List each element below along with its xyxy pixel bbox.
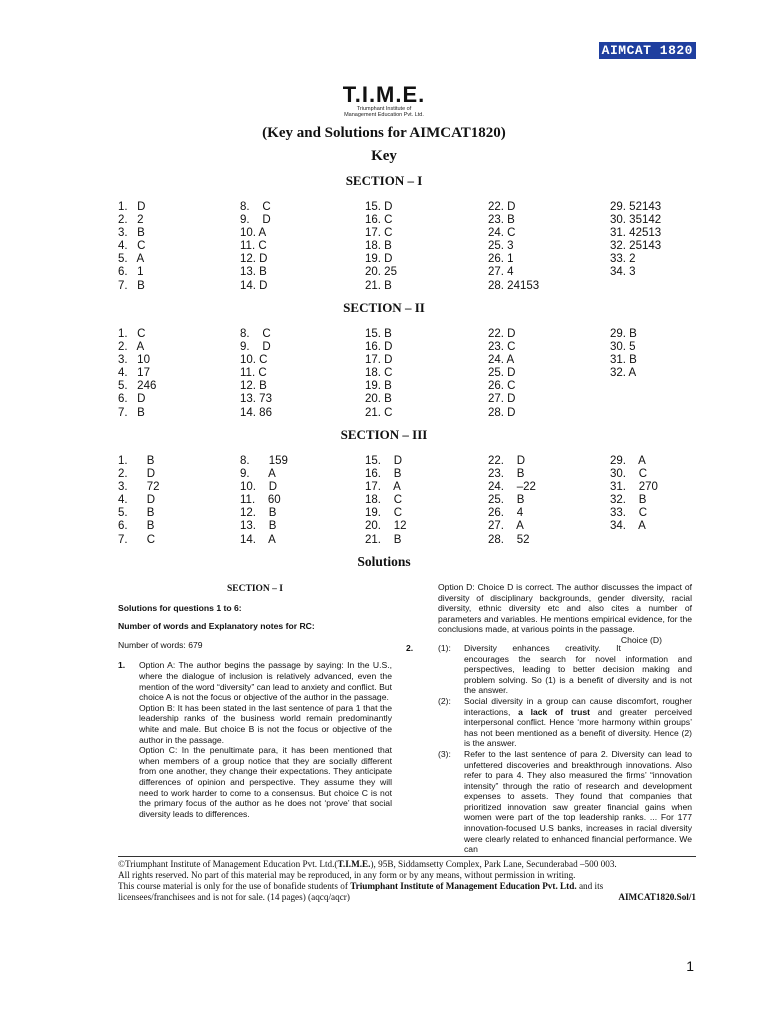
- page-number: 1: [686, 958, 694, 974]
- key-item: 26. C: [488, 380, 516, 393]
- section-3-title: SECTION – III: [340, 427, 428, 442]
- key-heading: Key: [371, 148, 397, 164]
- section-2-title: SECTION – II: [343, 300, 425, 315]
- key-item: 31. 270: [610, 481, 658, 494]
- key-item: 10. D: [240, 481, 278, 494]
- solutions-right-column: [406, 582, 692, 855]
- footer-brand: T.I.M.E.: [337, 859, 371, 869]
- key-item: 32. A: [610, 367, 637, 380]
- footer-text: ), 95B, Siddamsetty Complex, Park Lane, Secunderabad –500 003.: [370, 859, 617, 869]
- logo-subtitle-2: Management Education Pvt. Ltd.: [344, 112, 424, 118]
- key-item: 28. 24153: [488, 279, 540, 292]
- statement-text: Refer to the last sentence of para 2. Diversity can lead to unfettered discoveries and breakthrough innovations. Also refer to para 4. They also measured the firms’ “innovation intensity” through the ratio of research and development expenses to assets. They found that companies that prioritized innovation saw greater financial gains when women were part of the top leadership ranks. ... For 177 innovation-focused U.S banks, increases in racial diversity were clearly related to enhanced financial performance. We can: [464, 748, 692, 855]
- key-item: 1. C: [118, 328, 146, 340]
- question-number: 1.: [118, 660, 126, 671]
- key-item: 23. C: [488, 341, 516, 354]
- key-item: 14. 86: [240, 406, 272, 419]
- key-item: 2. 2: [118, 214, 144, 227]
- key-item: 13. B: [240, 266, 267, 279]
- key-item: 2. A: [118, 341, 145, 354]
- solutions-heading: Solutions: [357, 554, 411, 569]
- key-item: 3. B: [118, 227, 145, 240]
- key-item: 31. 42513: [610, 227, 662, 240]
- statement-2-explanation: [438, 696, 692, 749]
- key-item: 21. B: [365, 279, 392, 292]
- key-item: 18. C: [365, 494, 403, 507]
- key-item: 1. D: [118, 201, 146, 213]
- footer-text: and its: [576, 881, 604, 891]
- key-column: [365, 455, 407, 547]
- key-item: 6. B: [118, 520, 155, 533]
- key-item: 10. C: [240, 354, 268, 367]
- key-item: 5. 246: [118, 380, 157, 393]
- key-column: [488, 328, 516, 420]
- key-item: 1. B: [118, 455, 155, 467]
- key-item: 15. D: [365, 455, 403, 467]
- document-code: AIMCAT1820.Sol/1: [618, 892, 696, 902]
- key-item: 33. C: [610, 507, 648, 520]
- key-item: 13. 73: [240, 393, 272, 406]
- key-item: 20. 25: [365, 266, 397, 279]
- key-item: 4. 17: [118, 367, 150, 380]
- key-item: 29. A: [610, 455, 646, 467]
- key-item: 9. A: [240, 468, 276, 481]
- footer-text: This course material is only for the use of bonafide students of: [118, 881, 351, 891]
- key-item: 9. D: [240, 214, 271, 227]
- key-item: 12. B: [240, 507, 277, 520]
- key-item: 31. B: [610, 354, 637, 367]
- solutions-left-column: [118, 584, 392, 819]
- statement-text-part: Social diversity in a group can cause discomfort, rougher interactions,: [464, 695, 692, 717]
- key-item: 17. C: [365, 227, 393, 240]
- answer-choice: Choice (D): [620, 634, 662, 645]
- key-item: 16. B: [365, 468, 402, 481]
- key-item: 27. D: [488, 393, 516, 406]
- key-item: 26. 4: [488, 507, 524, 520]
- key-column: [365, 201, 397, 293]
- footer-line-4: [118, 892, 696, 903]
- key-item: 21. C: [365, 406, 393, 419]
- key-item: 21. B: [365, 533, 402, 546]
- key-item: 7. B: [118, 406, 145, 419]
- key-item: 20. 12: [365, 520, 407, 533]
- key-column: [240, 201, 271, 293]
- key-item: 23. B: [488, 468, 525, 481]
- key-item: 14. D: [240, 279, 268, 292]
- key-column: [240, 328, 272, 420]
- key-item: 26. 1: [488, 253, 514, 266]
- copyright-footer: [118, 856, 696, 903]
- key-item: 7. C: [118, 533, 156, 546]
- statement-text: [464, 696, 692, 749]
- aimcat-code-badge: AIMCAT 1820: [599, 42, 696, 59]
- key-item: 18. B: [365, 240, 392, 253]
- key-item: 24. A: [488, 354, 515, 367]
- key-item: 8. C: [240, 328, 271, 340]
- key-item: 22. D: [488, 455, 526, 467]
- key-item: 11. 60: [240, 494, 281, 507]
- key-column: [488, 455, 536, 547]
- key-item: 9. D: [240, 341, 271, 354]
- key-item: 32. 25143: [610, 240, 662, 253]
- option-d-text: Option D: Choice D is correct. The author discusses the impact of diversity of disciplinary backgrounds, gender diversity, racial diversity, ethnic diversity etc and also cites a number of parameters and variables. He mentions empirical evidence, for the conclusions made, at various points in the passage.: [438, 582, 692, 635]
- statement-emphasis: a lack of trust: [518, 706, 590, 717]
- statement-label: (2):: [438, 695, 451, 706]
- key-item: 22. D: [488, 201, 516, 213]
- statement-1-explanation: [438, 643, 692, 696]
- time-logo: [0, 84, 768, 118]
- key-item: 30. C: [610, 468, 648, 481]
- key-item: 17. A: [365, 481, 401, 494]
- key-item: 14. A: [240, 533, 276, 546]
- statement-3-explanation: [438, 749, 692, 855]
- key-item: 34. 3: [610, 266, 636, 279]
- key-item: 11. C: [240, 367, 267, 380]
- key-column: [365, 328, 393, 420]
- key-item: 20. B: [365, 393, 392, 406]
- key-item: 32. B: [610, 494, 647, 507]
- document-title: (Key and Solutions for AIMCAT1820): [262, 125, 506, 141]
- footer-text: licensees/franchisees and is not for sale. (14 pages) (aqcq/aqcr): [118, 892, 350, 902]
- key-column: [610, 201, 661, 280]
- word-count: Number of words: 679: [118, 639, 203, 650]
- key-item: 12. B: [240, 380, 267, 393]
- key-item: 16. C: [365, 214, 393, 227]
- key-item: 11. C: [240, 240, 267, 253]
- footer-line-1: [118, 859, 696, 870]
- key-item: 10. A: [240, 227, 267, 240]
- key-item: 30. 35142: [610, 214, 662, 227]
- key-item: 7. B: [118, 279, 145, 292]
- key-column: [610, 328, 637, 380]
- section-1-title: SECTION – I: [345, 173, 423, 188]
- key-item: 8. C: [240, 201, 271, 213]
- question-range-heading: Solutions for questions 1 to 6:: [118, 602, 242, 613]
- option-b-explanation: Option B: It has been stated in the last sentence of para 1 that the leadership ranks of the business world remain predominantly white and male. But choice B is not the focus or objective of the author in the passage.: [139, 702, 392, 745]
- key-item: 25. 3: [488, 240, 514, 253]
- key-item: 4. D: [118, 494, 156, 507]
- key-item: 5. A: [118, 253, 145, 266]
- statement-text-part: and greater perceived interpersonal conflict. Hence ‘more harmony within groups’ has not been mentioned as a benefit of diversity. Hence (2) is the answer.: [464, 706, 692, 749]
- key-item: 13. B: [240, 520, 277, 533]
- option-a-explanation: Option A: The author begins the passage by saying: In the U.S., where the dialogue of inclusion is relatively advanced, even the mention of the word “diversity” can lead to anxiety and conflict. But choice A is not the focus or objective of the author in the passage.: [139, 660, 392, 703]
- key-item: 3. 72: [118, 481, 160, 494]
- key-item: 6. 1: [118, 266, 144, 279]
- key-item: 4. C: [118, 240, 146, 253]
- key-column: [488, 201, 539, 293]
- key-item: 3. 10: [118, 354, 150, 367]
- key-item: 27. A: [488, 520, 524, 533]
- rc-notes-heading: Number of words and Explanatory notes for RC:: [118, 621, 315, 632]
- key-item: 27. 4: [488, 266, 514, 279]
- key-item: 28. D: [488, 406, 516, 419]
- solutions-section-label: SECTION – I: [227, 584, 283, 594]
- key-item: 23. B: [488, 214, 515, 227]
- footer-text: ©Triumphant Institute of Management Education Pvt. Ltd.(: [118, 859, 338, 869]
- key-item: 19. C: [365, 507, 403, 520]
- key-item: 28. 52: [488, 533, 530, 546]
- key-item: 22. D: [488, 328, 516, 340]
- key-item: 29. 52143: [610, 201, 662, 213]
- key-item: 33. 2: [610, 253, 636, 266]
- question-number: 2.: [406, 642, 414, 653]
- key-item: 25. B: [488, 494, 525, 507]
- question-1-solution: [118, 660, 392, 819]
- key-item: 18. C: [365, 367, 393, 380]
- key-item: 6. D: [118, 393, 146, 406]
- key-item: 15. D: [365, 201, 393, 213]
- key-column: [118, 455, 160, 547]
- statement-label: (1):: [438, 642, 451, 653]
- key-item: 12. D: [240, 253, 268, 266]
- key-item: 30. 5: [610, 341, 636, 354]
- key-item: 15. B: [365, 328, 392, 340]
- footer-line-2: All rights reserved. No part of this material may be reproduced, in any form or by any means, without permission in writing.: [118, 870, 576, 880]
- logo-subtitle-1: Triumphant Institute of: [356, 106, 412, 112]
- key-item: 24. C: [488, 227, 516, 240]
- key-item: 19. D: [365, 253, 393, 266]
- question-2-solution: [406, 643, 692, 855]
- key-item: 17. D: [365, 354, 393, 367]
- key-item: 5. B: [118, 507, 155, 520]
- key-column: [240, 455, 288, 547]
- key-item: 24. –22: [488, 481, 536, 494]
- key-column: [118, 201, 145, 293]
- key-item: 19. B: [365, 380, 392, 393]
- footer-line-3: [118, 881, 696, 892]
- option-d-explanation: [438, 582, 692, 645]
- question-2-body: [438, 643, 692, 855]
- logo-name: T.I.M.E.: [342, 82, 426, 107]
- footer-brand: Triumphant Institute of Management Education Pvt. Ltd.: [350, 881, 577, 891]
- statement-text: Diversity enhances creativity. It encourages the search for novel information and perspectives, leading to better decision making and problem solving. So (1) is a benefit of diversity and is not the answer.: [464, 642, 692, 696]
- key-item: 25. D: [488, 367, 516, 380]
- key-column: [118, 328, 156, 420]
- key-item: 34. A: [610, 520, 646, 533]
- statement-label: (3):: [438, 748, 451, 759]
- key-item: 2. D: [118, 468, 156, 481]
- key-item: 8. 159: [240, 455, 288, 467]
- option-c-explanation: Option C: In the penultimate para, it has been mentioned that when members of a group notice that they are socially different from one another, they change their expectations. They anticipate differences of opinion and perspective. They assume they will need to work harder to come to a consensus. But choice C is not the primary focus of the author as he does not ‘prove’ that social diversity leads to differences.: [139, 745, 392, 819]
- key-column: [610, 455, 658, 534]
- key-item: 16. D: [365, 341, 393, 354]
- key-item: 29. B: [610, 328, 637, 340]
